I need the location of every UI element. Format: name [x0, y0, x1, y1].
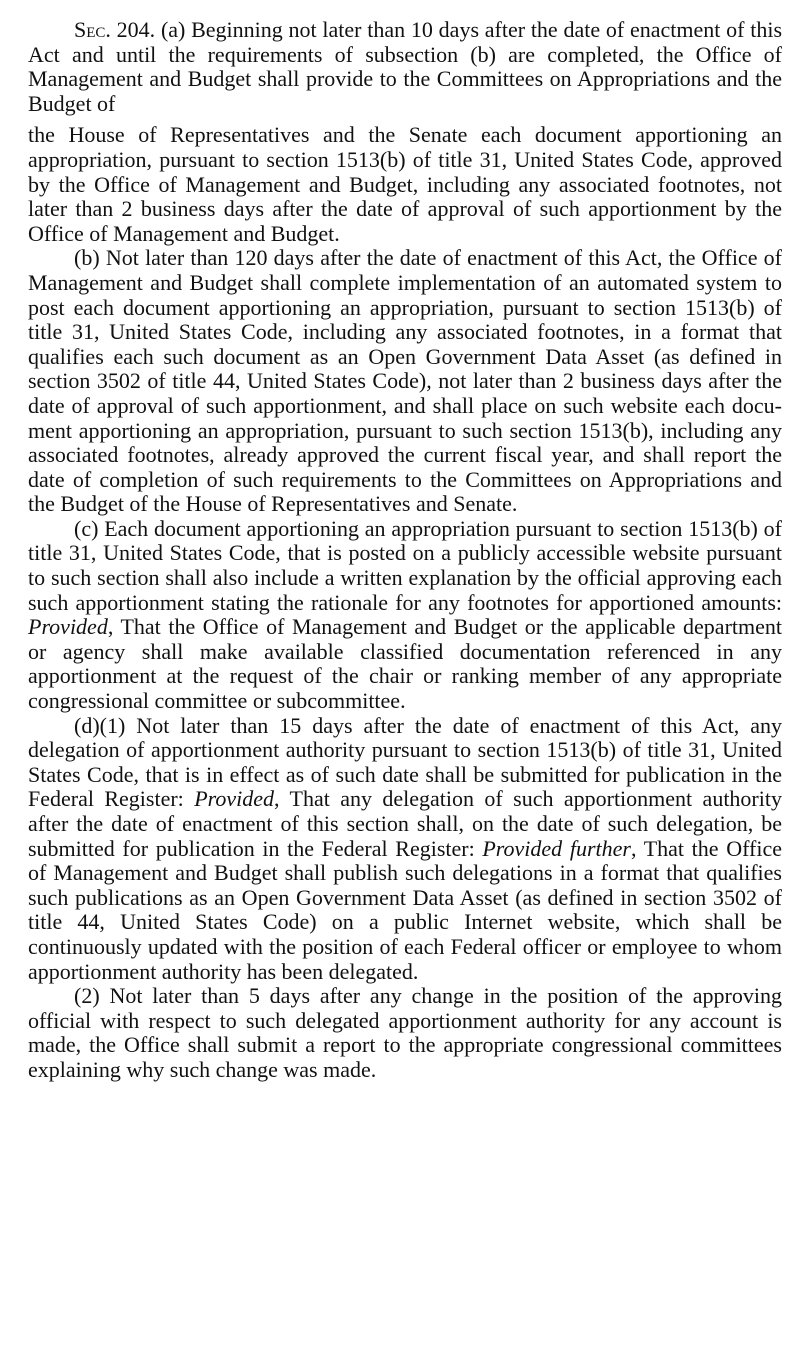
paragraph-c-tail: , That the Office of Management and Budget or the applicable department or agency shall make available classified documentation referenced in any apportionment at the request of the chair or ranking member of any appropriate congressional committee or subcommittee.	[28, 614, 782, 714]
paragraph-b-text: (b) Not later than 120 days after the date of enactment of this Act, the Office of Management and Budget shall complete implementation of an automated system to post each document apportioning an appropriation, pursuant to section 1513(b) of title 31, United States Code, including any associated footnotes, in a format that qualifies each such document as an Open Government Data Asset (as defined in section 3502 of title 44, United States Code), not later than 2 business days after the date of approval of such apportionment, and shall place on such website each document apportioning an appropriation, pursuant to such section 1513(b), including any associated footnotes, already approved the current fiscal year, and shall report the date of completion of such requirements to the Committees on Appropriations and the Budget of the House of Representatives and Senate.	[28, 245, 782, 517]
paragraph-d2	[28, 984, 782, 1082]
section-heading: Sec. 204.	[74, 17, 156, 42]
paragraph-a-text: (a) Beginning not later than 10 days after the date of enactment of this Act and until the requirements of subsection (b) are completed, the Office of Management and Budget shall provide to the Committees on Appropriations and the Budget of	[28, 17, 782, 116]
paragraph-d1-tail: , That the Office of Management and Budget shall publish such delegations in a format that qualifies such publications as an Open Government Data Asset (as defined in section 3502 of title 44, United States Code) on a public Internet website, which shall be continuously updated with the position of each Federal officer or employee to whom apportionment authority has been delegated.	[28, 835, 782, 984]
paragraph-a-part2	[28, 123, 782, 246]
paragraph-c-text: (c) Each document apportioning an appropriation pursuant to section 1513(b) of title 31, United States Code, that is posted on a publicly accessible website pursuant to such section shall also include a written explanation by the official approving each such apportionment stating the rationale for any footnotes for apportioned amounts:	[28, 515, 782, 615]
paragraph-d1-text: (d)(1) Not later than 15 days after the date of enactment of this Act, any delegation of apportionment authority pursuant to section 1513(b) of title 31, United States Code, that is in effect as of such date shall be submitted for publication in the Federal Register:	[28, 712, 782, 812]
document-page	[28, 18, 782, 1083]
paragraph-c-proviso: Provided	[28, 614, 108, 640]
paragraph-c	[28, 517, 782, 714]
paragraph-d1-proviso-further: Provided further	[482, 835, 631, 861]
paragraph-d1	[28, 714, 782, 985]
paragraph-d1-proviso: Provided	[194, 786, 275, 812]
paragraph-a-part1	[28, 18, 782, 116]
paragraph-b	[28, 246, 782, 517]
paragraph-d2-text: (2) Not later than 5 days after any change in the position of the approving official with respect to such delegated apportionment authority for any account is made, the Office shall submit a report to the appropriate congressional committees explaining why such change was made.	[28, 983, 782, 1082]
paragraph-d1-middle: , That any delegation of such apportionment authority after the date of enactment of this section shall, on the date of such delegation, be submitted for publication in the Federal Register:	[28, 786, 782, 861]
paragraph-a-continued-text: the House of Representatives and the Senate each document apportioning an appropriation, pursuant to section 1513(b) of title 31, United States Code, approved by the Office of Management and Budget, including any associated footnotes, not later than 2 business days after the date of approval of such apportionment by the Office of Management and Budget.	[28, 122, 782, 246]
